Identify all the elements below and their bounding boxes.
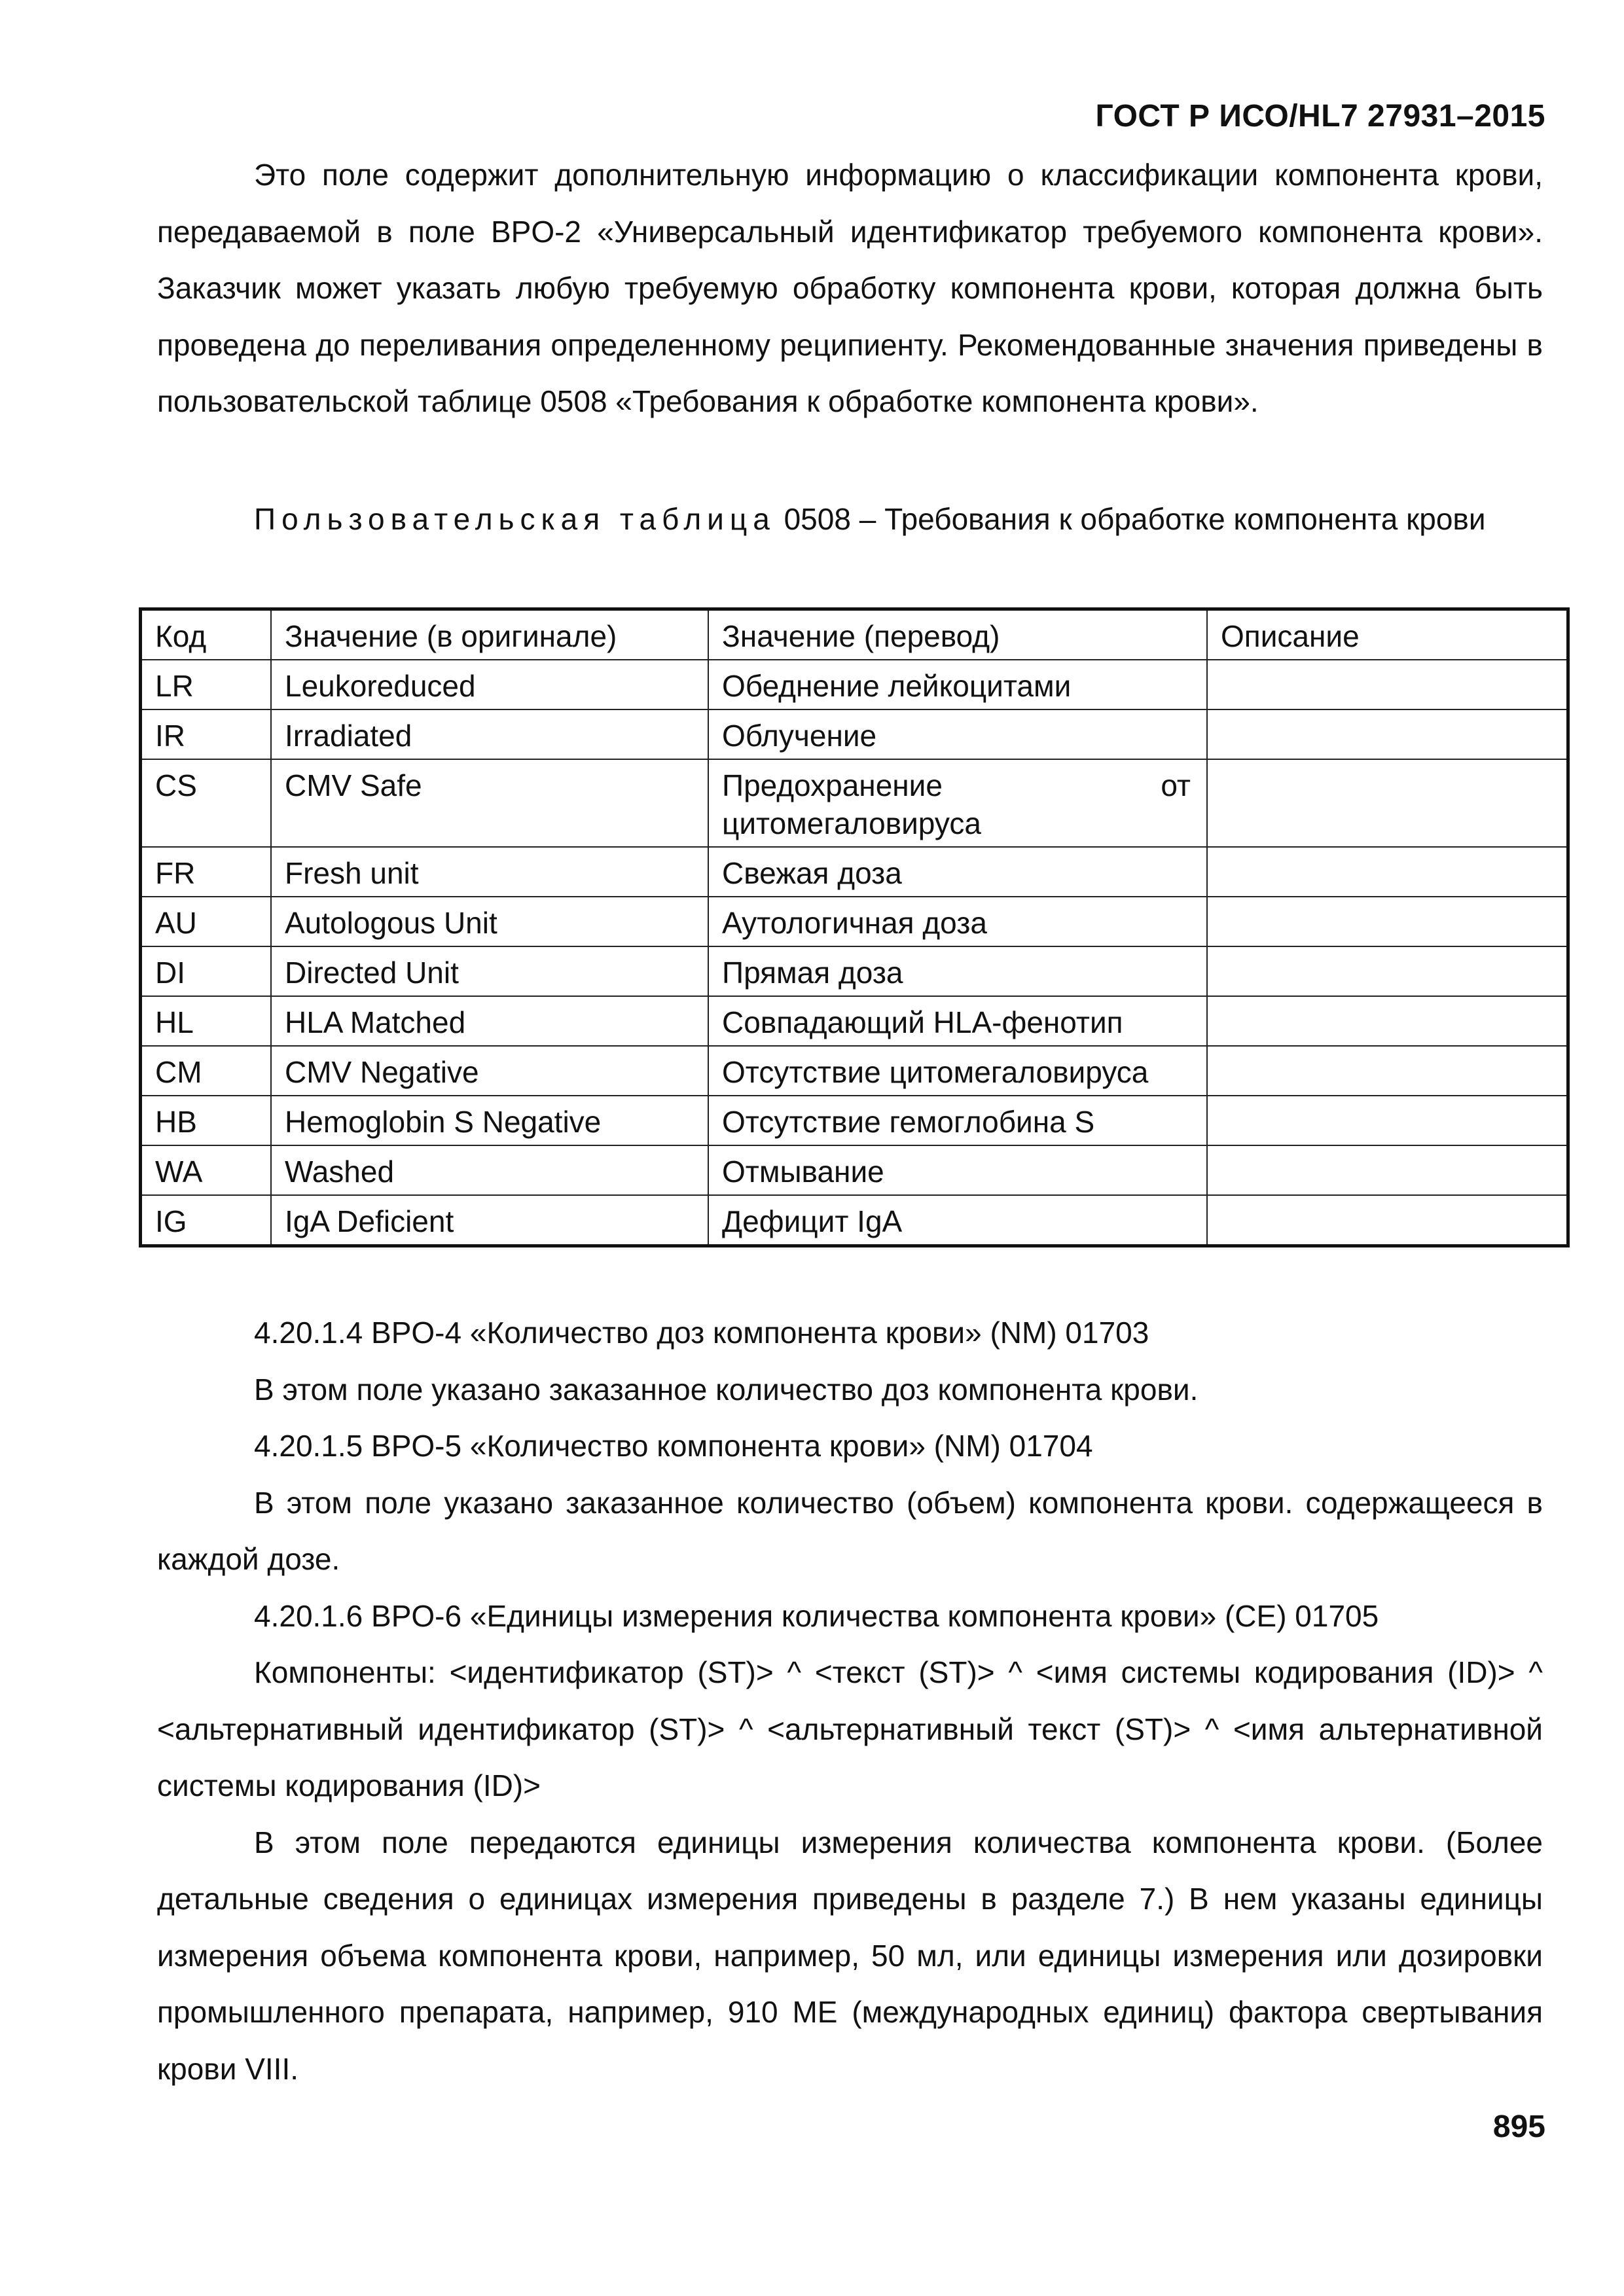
cell-code: CM	[141, 1046, 272, 1096]
cell-description	[1207, 946, 1568, 996]
table-row	[141, 1096, 1568, 1145]
cell-code: LR	[141, 660, 272, 709]
cell-description	[1207, 1046, 1568, 1096]
table-caption-line	[157, 491, 1543, 548]
cell-code: HB	[141, 1096, 272, 1145]
table-caption-number: 0508	[784, 502, 851, 536]
cell-description	[1207, 897, 1568, 946]
cell-original: Fresh unit	[271, 847, 708, 897]
cell-translation: Обеднение лейкоцитами	[708, 660, 1207, 709]
cell-translation: Совпадающий HLA-фенотип	[708, 996, 1207, 1046]
table-caption	[157, 491, 1543, 548]
column-header-code: Код	[141, 609, 272, 660]
cell-code: HL	[141, 996, 272, 1046]
cell-original: HLA Matched	[271, 996, 708, 1046]
cell-translation: Отсутствие цитомегаловируса	[708, 1046, 1207, 1096]
table-row	[141, 897, 1568, 946]
section-text-block	[157, 1304, 1543, 2097]
cell-original: Leukoreduced	[271, 660, 708, 709]
table-row	[141, 1195, 1568, 1246]
cell-description	[1207, 759, 1568, 847]
field-description-bpo-4: В этом поле указано заказанное количество доз компонента крови.	[254, 1372, 1199, 1407]
cell-translation: Облучение	[708, 709, 1207, 759]
intro-block	[157, 147, 1543, 430]
table-caption-title: Требования к обработке компонента крови	[884, 502, 1486, 536]
table-caption-label: Пользовательская таблица	[254, 502, 776, 536]
cell-description	[1207, 1096, 1568, 1145]
cell-code: CS	[141, 759, 272, 847]
cell-original: Directed Unit	[271, 946, 708, 996]
cell-translation: Отмывание	[708, 1145, 1207, 1195]
cell-code: IR	[141, 709, 272, 759]
cell-code: IG	[141, 1195, 272, 1246]
cell-translation: Аутологичная доза	[708, 897, 1207, 946]
table-row	[141, 847, 1568, 897]
cell-original: CMV Negative	[271, 1046, 708, 1096]
cell-original: Hemoglobin S Negative	[271, 1096, 708, 1145]
cell-translation: Дефицит IgA	[708, 1195, 1207, 1246]
processing-requirements-table	[139, 607, 1570, 1247]
cell-description	[1207, 1145, 1568, 1195]
cell-original: Autologous Unit	[271, 897, 708, 946]
field-heading-bpo-5: 4.20.1.5 BPO-5 «Количество компонента крови» (NM) 01704	[254, 1429, 1093, 1463]
cell-description	[1207, 660, 1568, 709]
table-row	[141, 709, 1568, 759]
cell-original: Irradiated	[271, 709, 708, 759]
cell-original: Washed	[271, 1145, 708, 1195]
cell-code: WA	[141, 1145, 272, 1195]
table-row	[141, 1145, 1568, 1195]
column-header-description: Описание	[1207, 609, 1568, 660]
table-row	[141, 1046, 1568, 1096]
field-description-bpo-6: В этом поле передаются единицы измерения количества компонента крови. (Более детальные сведения о единицах измерения приведены в разделе 7.) В нем указаны единицы измерения объема компонента крови, например, 50 мл, или единицы измерения или дозировки промышленного препарата, например, 910 МЕ (международных единиц) фактора свертывания крови VIII.	[157, 1825, 1543, 2086]
cell-code: FR	[141, 847, 272, 897]
table-row	[141, 946, 1568, 996]
cell-translation: Предохранение от цитомегаловируса	[708, 759, 1207, 847]
cell-description	[1207, 996, 1568, 1046]
column-header-original: Значение (в оригинале)	[271, 609, 708, 660]
cell-original: IgA Deficient	[271, 1195, 708, 1246]
field-heading-bpo-6: 4.20.1.6 BPO-6 «Единицы измерения количества компонента крови» (CE) 01705	[254, 1598, 1379, 1633]
cell-original: CMV Safe	[271, 759, 708, 847]
page-number: 895	[1492, 2109, 1545, 2144]
standard-header: ГОСТ Р ИСО/HL7 27931–2015	[1095, 99, 1545, 134]
field-description-bpo-5: В этом поле указано заказанное количество (объем) компонента крови. содержащееся в каждой дозе.	[157, 1485, 1543, 1576]
cell-description	[1207, 709, 1568, 759]
column-header-translation: Значение (перевод)	[708, 609, 1207, 660]
table-row	[141, 759, 1568, 847]
field-heading-bpo-4: 4.20.1.4 BPO-4 «Количество доз компонента крови» (NM) 01703	[254, 1316, 1149, 1350]
cell-description	[1207, 1195, 1568, 1246]
table-caption-dash: –	[859, 502, 876, 536]
table-row	[141, 660, 1568, 709]
table-head	[141, 609, 1568, 660]
table-row	[141, 996, 1568, 1046]
field-components-bpo-6: Компоненты: <идентификатор (ST)> ^ <текст (ST)> ^ <имя системы кодирования (ID)> ^ <альтернативный идентификатор (ST)> ^ <альтернативный текст (ST)> ^ <имя альтернативной системы кодирования (ID)>	[157, 1655, 1543, 1803]
cell-code: DI	[141, 946, 272, 996]
table-body	[141, 660, 1568, 1246]
table-header-row	[141, 609, 1568, 660]
intro-paragraph: Это поле содержит дополнительную информацию о классификации компонента крови, передаваемой в поле BPO-2 «Универсальный идентификатор требуемого компонента крови». Заказчик может указать любую требуемую обработку компонента крови, которая должна быть проведена до переливания определенному реципиенту. Рекомендованные значения приведены в пользовательской таблице 0508 «Требования к обработке компонента крови».	[157, 158, 1543, 418]
cell-description	[1207, 847, 1568, 897]
cell-translation: Свежая доза	[708, 847, 1207, 897]
cell-translation: Отсутствие гемоглобина S	[708, 1096, 1207, 1145]
cell-translation: Прямая доза	[708, 946, 1207, 996]
cell-code: AU	[141, 897, 272, 946]
